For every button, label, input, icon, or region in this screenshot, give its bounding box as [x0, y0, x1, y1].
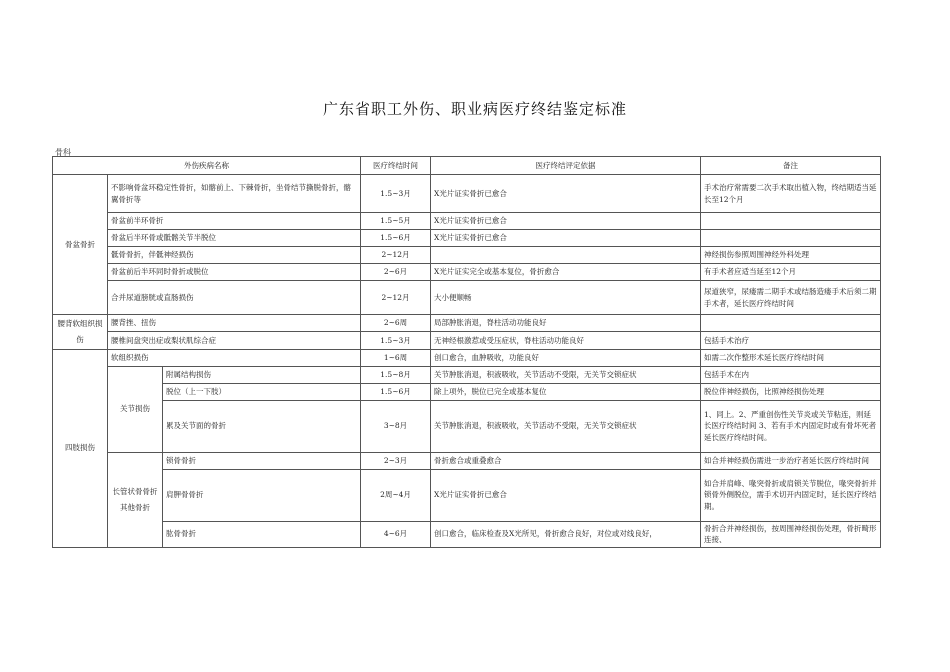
note-cell: 手术治疗常需要二次手术取出植入物，终结期适当延长至12个月	[701, 175, 881, 213]
disease-name: 肩胛骨骨折	[163, 469, 361, 521]
basis-cell: X光片证实骨折已愈合	[431, 175, 701, 213]
time-cell: 2周~4月	[361, 469, 431, 521]
table-row	[53, 332, 881, 349]
table-row	[53, 452, 881, 469]
time-cell: 2~12月	[361, 247, 431, 264]
time-cell: 3~8月	[361, 400, 431, 452]
section-label: 骨科	[55, 148, 71, 157]
page-title: 广东省职工外伤、职业病医疗终结鉴定标准	[322, 100, 627, 118]
category-limbs: 四肢损伤	[53, 349, 108, 547]
table-row	[53, 213, 881, 230]
category-pelvis: 骨盆骨折	[53, 175, 108, 315]
disease-name: 附属结构损伤	[163, 366, 361, 383]
disease-name: 合并尿道膀胱或直肠损伤	[108, 281, 361, 315]
note-cell: 骨折合并神经损伤，按周围神经损伤处理，骨折畸形连接、	[701, 521, 881, 547]
time-cell: 2~6月	[361, 264, 431, 281]
table-row	[53, 469, 881, 521]
basis-cell: 骨折愈合或重叠愈合	[431, 452, 701, 469]
time-cell: 1.5~6月	[361, 383, 431, 400]
header-name: 外伤疾病名称	[53, 157, 361, 175]
time-cell: 2~6周	[361, 315, 431, 332]
table-row	[53, 230, 881, 247]
time-cell: 1.5~8月	[361, 366, 431, 383]
note-cell: 1、同上。2、严重创伤性关节炎或关节粘连，则延长医疗终结时间 3、若有手术内固定时或有骨坏死者延长医疗终结时间。	[701, 400, 881, 452]
basis-cell: 大小便顺畅	[431, 281, 701, 315]
table-row	[53, 175, 881, 213]
note-cell	[701, 213, 881, 230]
disease-name: 肱骨骨折	[163, 521, 361, 547]
header-note: 备注	[701, 157, 881, 175]
table-row	[53, 281, 881, 315]
basis-cell: 关节肿胀消退，积液吸收，关节活动不受限，无关节交锁症状	[431, 400, 701, 452]
standards-table	[52, 156, 881, 548]
basis-cell	[431, 247, 701, 264]
table-row	[53, 247, 881, 264]
disease-name: 骨盆前半环骨折	[108, 213, 361, 230]
basis-cell: X光片证实完全或基本复位，骨折愈合	[431, 264, 701, 281]
disease-name: 骶骨骨折，伴骶神经损伤	[108, 247, 361, 264]
disease-name: 骨盆前后半环同时骨折或脱位	[108, 264, 361, 281]
table-row	[53, 521, 881, 547]
header-time: 医疗终结时间	[361, 157, 431, 175]
note-cell: 如需二次作整形术延长医疗终结时间	[701, 349, 881, 366]
header-basis: 医疗终结评定依据	[431, 157, 701, 175]
table-row	[53, 315, 881, 332]
disease-name: 脱位（上一下肢）	[163, 383, 361, 400]
time-cell: 1.5~5月	[361, 213, 431, 230]
note-cell: 脱位伴神经损伤，比照神经损伤处理	[701, 383, 881, 400]
note-cell: 如合并神经损伤需进一步治疗者延长医疗终结时间	[701, 452, 881, 469]
disease-name: 锁骨骨折	[163, 452, 361, 469]
time-cell: 1.5~3月	[361, 332, 431, 349]
basis-cell: 除上项外，脱位已完全或基本复位	[431, 383, 701, 400]
basis-cell: 创口愈合，临床检查及X光所见，骨折愈合良好，对位或对线良好，	[431, 521, 701, 547]
time-cell: 1~6周	[361, 349, 431, 366]
subcategory-joint: 关节损伤	[108, 366, 163, 452]
note-cell: 神经损伤参照周围神经外科处理	[701, 247, 881, 264]
basis-cell: 创口愈合，血肿吸收，功能良好	[431, 349, 701, 366]
note-cell: 有手术者应适当延至12个月	[701, 264, 881, 281]
table-row	[53, 264, 881, 281]
basis-cell: 无神经根激惹或受压症状，脊柱活动功能良好	[431, 332, 701, 349]
table-row	[53, 383, 881, 400]
disease-name: 软组织损伤	[108, 349, 361, 366]
disease-name: 腰背挫、扭伤	[108, 315, 361, 332]
disease-name: 累及关节面的骨折	[163, 400, 361, 452]
disease-name: 不影响骨盆环稳定性骨折，如髂前上、下棘骨折，坐骨结节撕脱骨折，髂翼骨折等	[108, 175, 361, 213]
basis-cell: X光片证实骨折已愈合	[431, 213, 701, 230]
category-back: 腰背软组织损伤	[53, 315, 108, 350]
note-cell: 包括手术治疗	[701, 332, 881, 349]
subcategory-long-bone: 长管状骨骨折其他骨折	[108, 452, 163, 547]
note-cell: 包括手术在内	[701, 366, 881, 383]
basis-cell: 局部肿胀消退，脊柱活动功能良好	[431, 315, 701, 332]
time-cell: 2~3月	[361, 452, 431, 469]
disease-name: 腰椎间盘突出症或梨状肌综合症	[108, 332, 361, 349]
basis-cell: 关节肿胀消退，积液吸收，关节活动不受限，无关节交锁症状	[431, 366, 701, 383]
note-cell: 如合并肩峰、喙突骨折或肩锁关节脱位，喙突骨折并锁骨外侧脱位，需手术切开内固定时，延长医疗终结期。	[701, 469, 881, 521]
table-row	[53, 400, 881, 452]
basis-cell: X光片证实骨折已愈合	[431, 230, 701, 247]
disease-name: 骨盆后半环骨或骶髂关节半脱位	[108, 230, 361, 247]
table-row	[53, 349, 881, 366]
note-cell	[701, 315, 881, 332]
time-cell: 2~12月	[361, 281, 431, 315]
note-cell	[701, 230, 881, 247]
time-cell: 1.5~3月	[361, 175, 431, 213]
time-cell: 1.5~6月	[361, 230, 431, 247]
table-row	[53, 366, 881, 383]
time-cell: 4~6月	[361, 521, 431, 547]
header-row	[53, 157, 881, 175]
basis-cell: X光片证实骨折已愈合	[431, 469, 701, 521]
note-cell: 尿道狭窄，尿瘘需二期手术或结肠造瘘手术后须二期手术者，延长医疗终结时间	[701, 281, 881, 315]
